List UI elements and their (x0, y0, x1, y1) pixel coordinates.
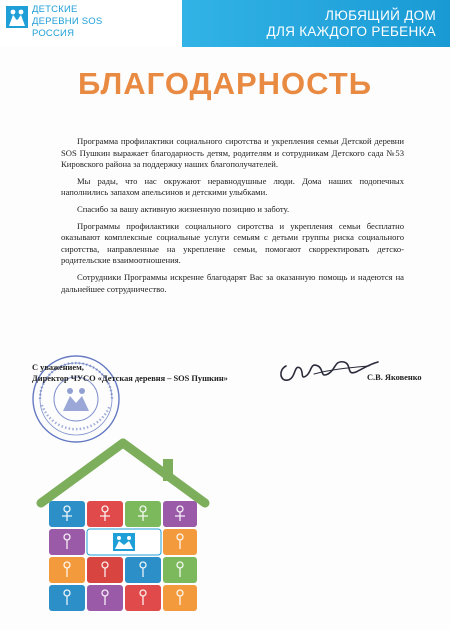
logo-line: РОССИЯ (32, 28, 75, 39)
slogan-line: ЛЮБЯЩИЙ ДОМ (325, 8, 436, 23)
document-title: БЛАГОДАРНОСТЬ (78, 66, 372, 101)
chimney-icon (163, 459, 173, 481)
sos-children-logo-icon (6, 6, 28, 28)
logo-line: ДЕТСКИЕ (32, 4, 78, 15)
paragraph: Сотрудники Программы искренне благодарят Вас за оказанную помощь и надеются на дальнейшее сотрудничество. (61, 271, 404, 294)
center-logo-icon (113, 533, 135, 551)
slogan-line: ДЛЯ КАЖДОГО РЕБЕНКА (266, 24, 436, 39)
puzzle-house-illustration (35, 437, 210, 627)
logo-text (32, 4, 102, 40)
slogan (267, 8, 436, 40)
handwritten-signature (274, 352, 384, 388)
slogan-banner (182, 0, 450, 47)
puzzle-grid (49, 501, 197, 611)
logo-line: ДЕРЕВНИ SOS (32, 16, 103, 27)
paragraph: Спасибо за вашу активную жизненную позицию и заботу. (77, 203, 290, 214)
signatory-name: С.В. Яковенко (367, 373, 422, 382)
closing-greeting: С уважением, (32, 363, 84, 372)
director-position: Директор ЧУСО «Детская деревня – SOS Пушкин» (32, 374, 228, 383)
paragraph: Программы профилактики социального сиротства и укрепления семьи бесплатно оказывают комплексные социальные услуги семьям с детьми группы риска социального сиротства, направленные на укрепление семьи, помогают скорректировать детско-родительские взаимоотношения. (61, 220, 404, 266)
paragraph: Программа профилактики социального сиротства и укрепления семьи Детской деревни SOS Пушкин выражает благодарность детям, родителям и сотрудникам Детского сада №53 Кировского района за поддержку наших благополучателей. (61, 136, 404, 170)
signatory-position (32, 362, 282, 384)
letter-body (61, 136, 404, 300)
paragraph: Мы рады, что нас окружают неравнодушные люди. Дома наших подопечных наполнились запахом апельсинов и детскими улыбками. (61, 175, 404, 198)
header (0, 0, 450, 47)
logo (0, 0, 182, 47)
roof-icon (41, 443, 205, 503)
